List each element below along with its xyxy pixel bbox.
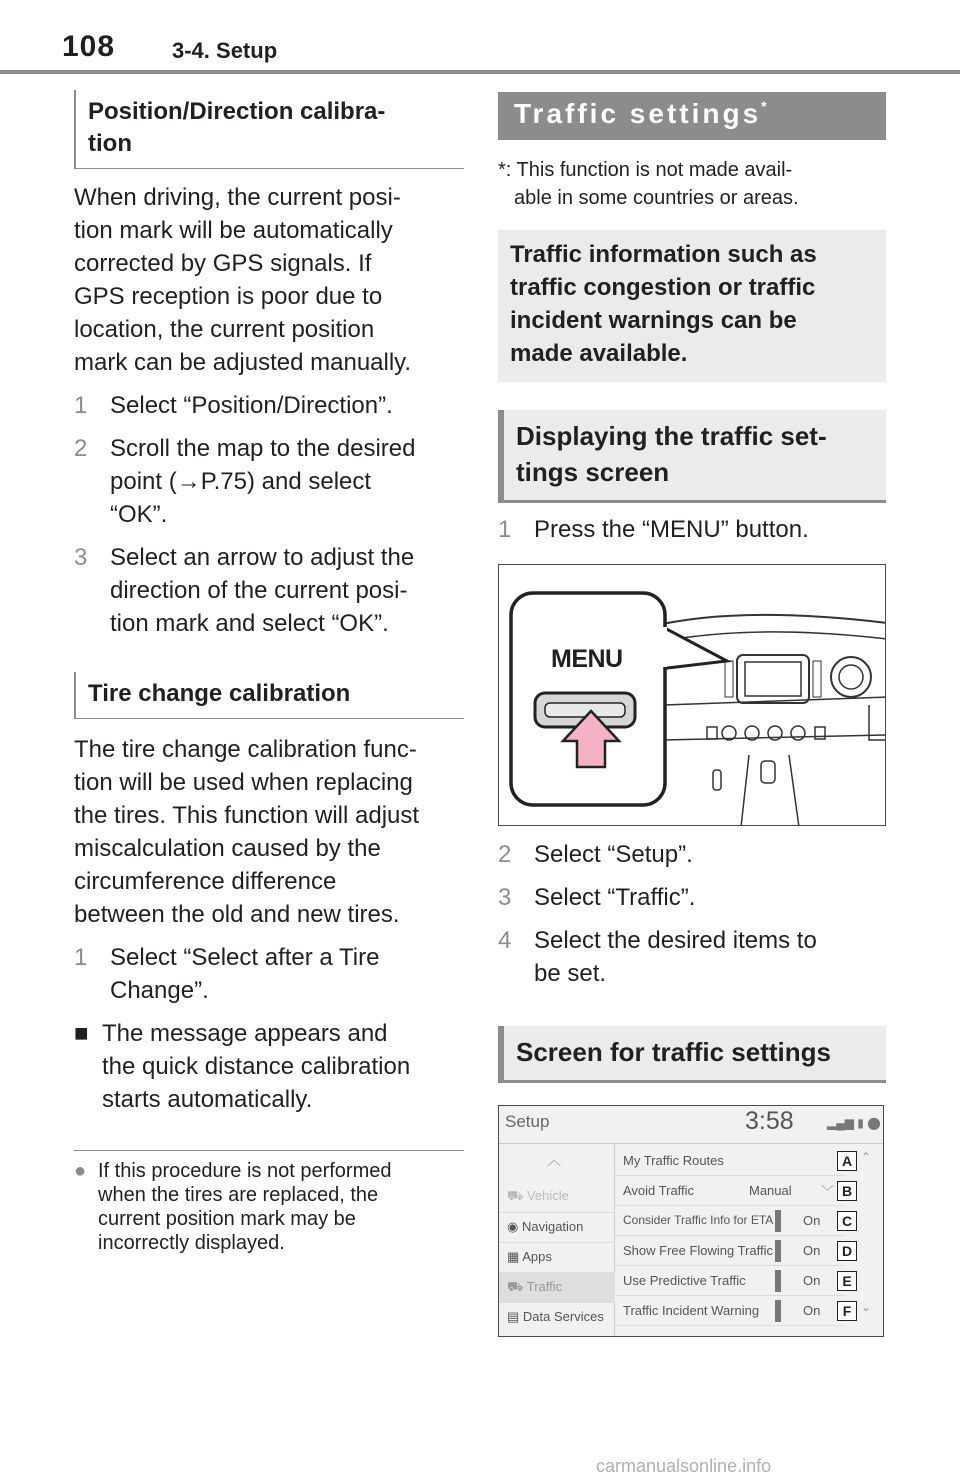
traffic-info-box: Traffic information such as traffic congestion or traffic incident warnings can be made available. xyxy=(498,230,886,382)
step-number: 1 xyxy=(74,392,88,419)
step-text: Select “Select after a Tire Change”. xyxy=(110,944,380,1004)
step-text: Press the “MENU” button. xyxy=(534,516,809,543)
menu-button-label: MENU xyxy=(551,645,623,673)
step-number: 4 xyxy=(498,927,512,954)
toggle-indicator xyxy=(775,1210,781,1232)
side-item-data-services[interactable]: ▤ Data Services xyxy=(499,1302,615,1332)
screen-title: Setup xyxy=(505,1112,550,1131)
section-label: 3-4. Setup xyxy=(172,38,278,63)
step-number: 2 xyxy=(74,435,88,462)
side-item-vehicle[interactable]: ⛟ Vehicle xyxy=(507,1188,569,1203)
side-item-traffic[interactable]: ⛟ Traffic xyxy=(499,1272,615,1302)
position-direction-heading: Position/Direction calibra- tion xyxy=(74,90,464,169)
header-rule xyxy=(0,70,960,74)
asterisk-mark: * xyxy=(761,98,770,114)
traffic-settings-screen xyxy=(498,1105,884,1337)
title-text: Traffic settings xyxy=(514,98,762,129)
tire-change-heading: Tire change calibration xyxy=(74,672,464,719)
scroll-top-icon[interactable]: ⌃ xyxy=(861,1150,872,1164)
apps-icon: ▦ xyxy=(507,1249,523,1264)
signal-icon: ▂▄▆ ▮ ⬤ xyxy=(827,1116,881,1130)
page-number: 108 xyxy=(62,30,116,63)
circle-bullet-icon: ● xyxy=(74,1160,87,1182)
position-step-2 xyxy=(74,432,464,531)
step-number: 1 xyxy=(74,944,88,971)
traffic-step-2 xyxy=(498,838,886,871)
page-header xyxy=(0,0,960,76)
step-number: 1 xyxy=(498,516,512,543)
tire-step-1 xyxy=(74,941,464,1007)
traffic-settings-title xyxy=(498,92,886,140)
screen-side-list xyxy=(499,1144,615,1337)
watermark: carmanualsonline.info xyxy=(596,1456,772,1476)
note-item xyxy=(74,1159,464,1255)
step-number: 3 xyxy=(498,884,512,911)
screen-topbar xyxy=(499,1106,884,1144)
menu-button-illustration xyxy=(498,564,886,826)
position-step-1 xyxy=(74,389,464,422)
left-column xyxy=(74,90,464,1255)
step-text: Select the desired items to be set. xyxy=(534,927,817,987)
side-item-navigation[interactable]: ◉ Navigation xyxy=(499,1212,615,1242)
note-divider xyxy=(74,1150,464,1151)
toggle-indicator xyxy=(775,1270,781,1292)
row-my-traffic-routes[interactable]: My Traffic Routes xyxy=(615,1146,845,1176)
callout-f: F xyxy=(837,1301,857,1321)
toggle-indicator xyxy=(775,1240,781,1262)
display-traffic-heading: Displaying the traffic set- tings screen xyxy=(498,410,886,503)
row-consider-traffic-eta[interactable]: Consider Traffic Info for ETA On xyxy=(615,1206,845,1236)
traffic-step-3 xyxy=(498,881,886,914)
callout-e: E xyxy=(837,1271,857,1291)
row-use-predictive[interactable]: Use Predictive Traffic On xyxy=(615,1266,845,1296)
callout-a: A xyxy=(837,1151,857,1171)
step-number: 3 xyxy=(74,544,88,571)
callout-c: C xyxy=(837,1211,857,1231)
right-column xyxy=(498,92,886,1337)
tire-change-body: The tire change calibration func- tion will be used when replacing the tires. This function will adjust miscalculation caused by the circumference difference between the old and new tires. xyxy=(74,736,420,928)
screen-traffic-heading: Screen for traffic settings xyxy=(498,1026,886,1083)
row-avoid-traffic[interactable]: Avoid Traffic Manual ﹀ xyxy=(615,1176,845,1206)
availability-footnote: *: This function is not made avail- able in some countries or areas. xyxy=(498,159,799,209)
step-text: Select “Traffic”. xyxy=(534,884,696,911)
step-text: Scroll the map to the desired point (→P.75) and select “OK”. xyxy=(110,435,416,528)
traffic-icon: ⛟ xyxy=(507,1279,527,1294)
row-show-free-flowing[interactable]: Show Free Flowing Traffic On xyxy=(615,1236,845,1266)
data-icon: ▤ xyxy=(507,1309,523,1324)
bullet-text: The message appears and the quick distance calibration starts automatically. xyxy=(102,1020,411,1113)
traffic-step-1 xyxy=(498,513,886,546)
step-text: Select “Setup”. xyxy=(534,841,693,868)
note-text: If this procedure is not performed when the tires are replaced, the current position mark may be incorrectly displayed. xyxy=(98,1160,392,1254)
step-text: Select an arrow to adjust the direction of the current posi- tion mark and select “OK”. xyxy=(110,544,415,637)
row-incident-warning[interactable]: Traffic Incident Warning On xyxy=(615,1296,845,1326)
scroll-up-icon[interactable]: ︿ xyxy=(547,1152,561,1168)
callout-b: B xyxy=(837,1181,857,1201)
car-icon: ⛟ xyxy=(507,1188,527,1203)
callout-d: D xyxy=(837,1241,857,1261)
screen-clock: 3:58 xyxy=(745,1107,794,1135)
position-step-3 xyxy=(74,541,464,640)
toggle-indicator xyxy=(775,1300,781,1322)
step-text: Select “Position/Direction”. xyxy=(110,392,393,419)
position-direction-body: When driving, the current posi- tion mark will be automatically corrected by GPS signals. If GPS reception is poor due to location, the current position mark can be adjusted manually. xyxy=(74,184,412,376)
step-number: 2 xyxy=(498,841,512,868)
scroll-bottom-icon[interactable]: ⌄ xyxy=(861,1300,872,1314)
dashboard-drawing-icon xyxy=(499,565,886,826)
chevron-down-icon: ﹀ xyxy=(821,1184,835,1199)
traffic-step-4 xyxy=(498,924,886,990)
square-bullet-icon: ■ xyxy=(74,1020,89,1047)
screen-rows xyxy=(615,1146,884,1337)
side-item-apps[interactable]: ▦ Apps xyxy=(499,1242,615,1272)
tire-bullet xyxy=(74,1017,464,1116)
compass-icon: ◉ xyxy=(507,1219,522,1234)
